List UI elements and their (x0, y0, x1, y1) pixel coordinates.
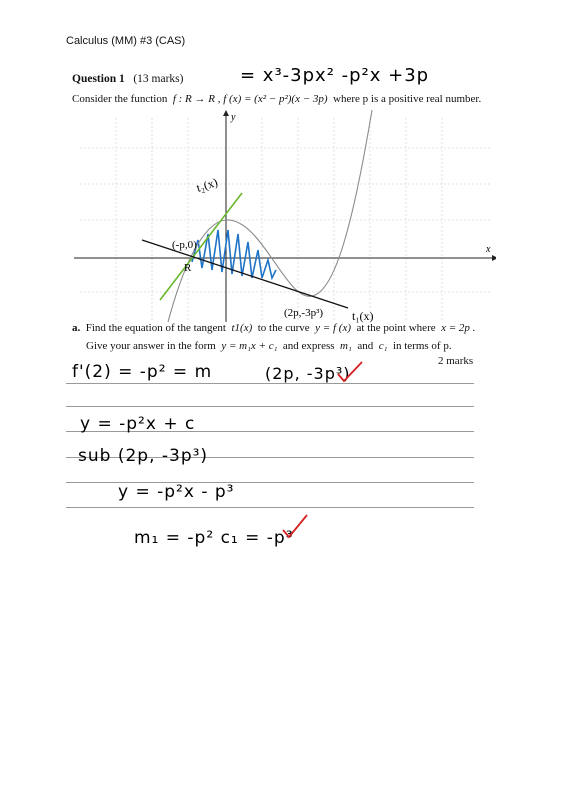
working-line-5: m₁ = -p² c₁ = -p³ (134, 528, 294, 548)
part-a-text-3: at the point where (356, 322, 436, 334)
part-a-curve: y = f (x) (315, 322, 351, 334)
annotation-tangent-t2: t₂(x) (194, 174, 220, 195)
question-label: Question 1 (72, 73, 125, 85)
question-intro (72, 93, 481, 105)
part-a-c1: c₁ (378, 340, 388, 352)
function-definition: f : R → R , f (x) = (x² − p²)(x − 3p) (172, 93, 328, 105)
answer-line-6 (66, 507, 474, 508)
part-a-t1: t1(x) (231, 322, 253, 334)
page-header: Calculus (MM) #3 (CAS) (66, 35, 186, 47)
intro-prefix: Consider the function (72, 93, 168, 105)
handwritten-expansion: = x³-3px² -p²x +3p (240, 65, 430, 86)
working-line-4: y = -p²x - p³ (118, 482, 235, 502)
part-a-m1: m₁ (340, 340, 352, 352)
intro-suffix: where p is a positive real number. (333, 93, 482, 105)
check-mark-icon-2 (280, 512, 310, 540)
x-axis-label: x (486, 244, 491, 255)
part-a-text-1: Find the equation of the tangent (85, 322, 226, 334)
working-line-1: f'(2) = -p² = m (72, 362, 213, 382)
y-axis-arrow (223, 110, 229, 116)
check-mark-icon (335, 360, 365, 384)
function-graph (72, 110, 496, 325)
part-a-marks: 2 marks (438, 355, 474, 367)
part-a-text-6: in terms of p. (392, 340, 452, 352)
y-axis-label: y (231, 112, 236, 123)
working-line-1-point: (2p, -3p³) (265, 364, 351, 383)
part-a-point: x = 2p . (441, 322, 476, 334)
annotation-point-left: (-p,0) (172, 239, 197, 251)
part-a-text-2: to the curve (257, 322, 310, 334)
part-a-line2 (86, 340, 452, 352)
question-title (72, 73, 183, 85)
graph-grid (80, 118, 492, 322)
answer-line-2 (66, 406, 474, 407)
working-line-3: sub (2p, -3p³) (78, 446, 209, 466)
working-line-2: y = -p²x + c (80, 414, 196, 434)
part-a-form: y = m₁x + c₁ (221, 340, 278, 352)
annotation-point-R: R (184, 262, 192, 274)
cubic-curve (168, 110, 372, 322)
annotation-point-right: (2p,-3p³) (284, 307, 324, 319)
part-a-label: a. (72, 322, 81, 334)
part-a-line1 (72, 322, 475, 334)
part-a-and: and (357, 340, 374, 352)
part-a-text-4: Give your answer in the form (86, 340, 216, 352)
annotation-tangent-t1: t₁(x) (352, 309, 374, 323)
x-axis-arrow (492, 255, 496, 261)
answer-line-1 (66, 383, 474, 384)
part-a-text-5: and express (282, 340, 335, 352)
question-marks: (13 marks) (133, 73, 184, 85)
